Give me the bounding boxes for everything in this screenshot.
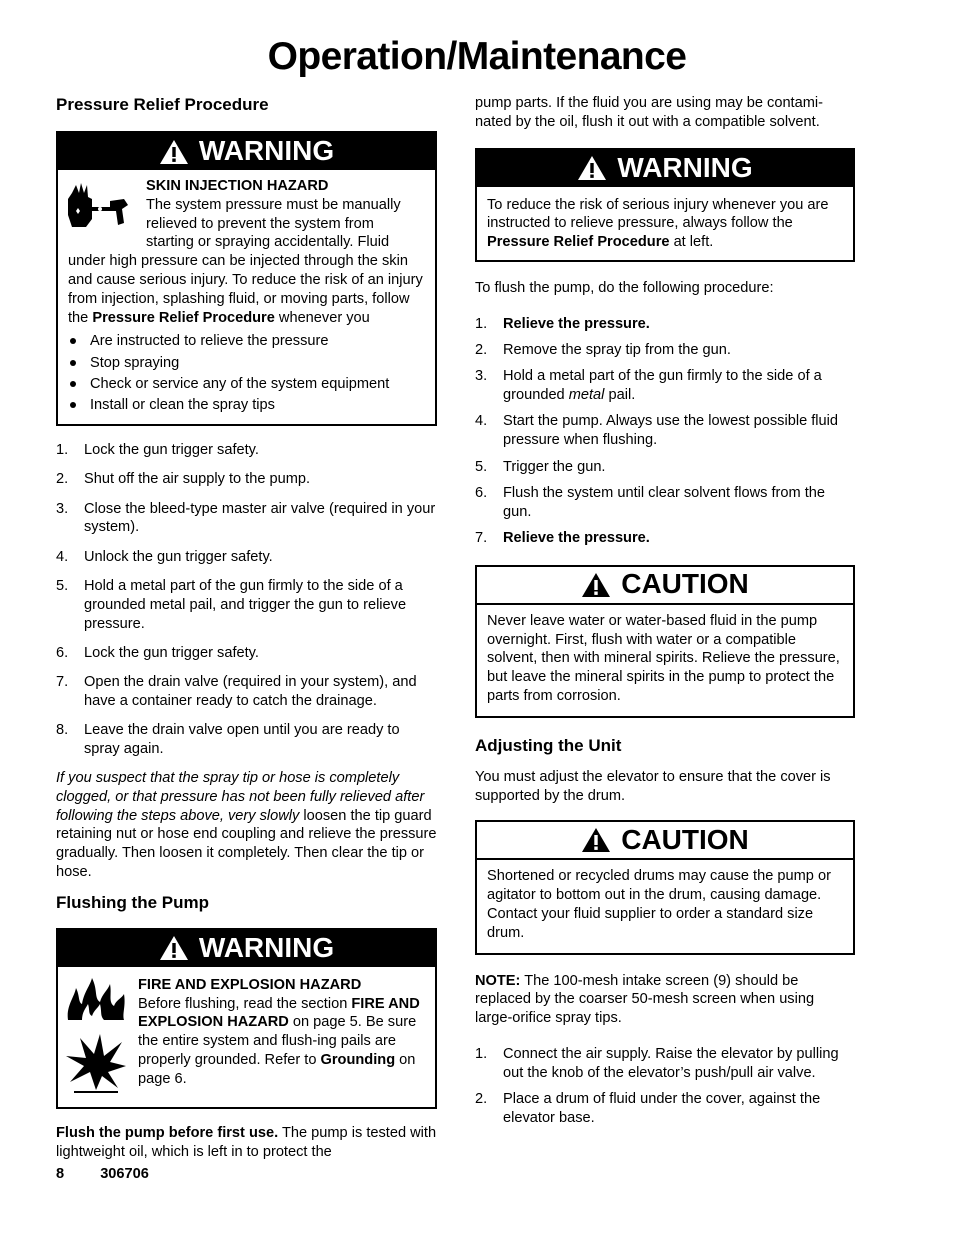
warning-box-pressure	[475, 148, 855, 262]
warning-box-skin-injection	[56, 131, 437, 426]
list-item: 6. Lock the gun trigger safety.	[56, 644, 259, 661]
bullet-item: Install or clean the spray tips	[68, 396, 425, 415]
fire-icon	[64, 976, 128, 1022]
warning-box-fire-explosion	[56, 928, 437, 1110]
flush-first-paragraph: Flush the pump before first use. The pump is tested with lightweight oil, which is left in to protect the	[56, 1125, 437, 1161]
caution-triangle-icon	[581, 827, 611, 853]
right-column	[475, 92, 855, 1128]
list-item: 2. Shut off the air supply to the pump.	[56, 471, 311, 488]
page-number: 8	[56, 1166, 65, 1182]
caution-box-water	[475, 565, 855, 718]
list-item: 4. Start the pump. Always use the lowest possible fluid pressure when flushing.	[475, 413, 839, 449]
skin-injection-hand-gun-icon	[64, 179, 132, 237]
list-item: 6. Flush the system until clear solvent flows from the gun.	[475, 484, 825, 520]
warning-header: WARNING	[477, 150, 853, 187]
continued-text: pump parts. If the fluid you are using may be contami-nated by the oil, flush it out with a compatible solvent.	[475, 95, 823, 130]
warning-triangle-icon	[159, 139, 189, 165]
caution-header: CAUTION	[477, 822, 853, 860]
fire-hazard-text: Before flushing, read the section FIRE AND EXPLOSION HAZARD on page 5. Be sure the entire system and flush-ing pails are properly grounded. Refer to Grounding on page 6.	[138, 995, 420, 1087]
list-item: 2. Place a drum of fluid under the cover, against the elevator base.	[475, 1091, 821, 1126]
metal-pail-text: Hold a metal part of the gun firmly to the side of a grounded metal pail.	[503, 368, 822, 404]
list-item: 7. Open the drain valve (required in your system), and have a container ready to catch the drainage.	[56, 674, 417, 710]
footer	[56, 1165, 149, 1184]
warning-header: WARNING	[58, 930, 435, 967]
caution-drums-text: Shortened or recycled drums may cause the pump or agitator to bottom out in the drum, causing damage. Contact your fluid supplier to order a standard size drum.	[487, 868, 831, 941]
warning-header: WARNING	[58, 133, 435, 170]
pressure-relief-heading: Pressure Relief Procedure	[56, 95, 269, 114]
explosion-icon	[64, 1032, 128, 1094]
caution-triangle-icon	[581, 572, 611, 598]
flush-intro: To flush the pump, do the following procedure:	[475, 279, 774, 296]
bullet-item: Are instructed to relieve the pressure	[68, 332, 425, 351]
list-item: 5. Hold a metal part of the gun firmly to the side of a grounded metal pail, and trigger the gun to relieve pressure.	[56, 578, 407, 632]
flushing-heading: Flushing the Pump	[56, 892, 209, 912]
page-title: Operation/Maintenance	[267, 35, 687, 78]
warning-triangle-icon	[577, 155, 607, 181]
clogged-tip-paragraph: If you suspect that the spray tip or hose is completely clogged, or that pressure has not been fully relieved after following the steps above, very slowly loosen the tip guard retaining nut or hose end coupling and relieve the pressure gradually. Then loosen it completely. Then clear the tip or hose.	[56, 769, 437, 880]
list-item: 1. Relieve the pressure.	[475, 315, 650, 332]
adjust-text: You must adjust the elevator to ensure that the cover is supported by the drum.	[475, 768, 831, 804]
caution-header: CAUTION	[477, 567, 853, 605]
warning-triangle-icon	[159, 935, 189, 961]
bullet-item: Check or service any of the system equipment	[68, 375, 425, 394]
list-item: 8. Leave the drain valve open until you are ready to spray again.	[56, 722, 400, 758]
list-item: 5. Trigger the gun.	[475, 458, 606, 475]
skin-injection-hazard-title: SKIN INJECTION HAZARD	[146, 178, 329, 194]
list-item: 7. Relieve the pressure.	[475, 529, 650, 546]
pressure-relief-steps	[56, 441, 437, 759]
list-item: 4. Unlock the gun trigger safety.	[56, 548, 273, 565]
caution-water-text: Never leave water or water-based fluid in the pump overnight. First, flush with water or a compatible solvent, then with mineral spirits. Relieve the pressure, but leave the mineral spirits in the pump to protect the parts from corrosion.	[487, 612, 840, 704]
note-paragraph: NOTE: The 100-mesh intake screen (9) should be replaced by the coarser 50-mesh screen when using large-orifice spray tips.	[475, 972, 815, 1027]
pressure-warning-text: To reduce the risk of serious injury whenever you are instructed to relieve pressure, always follow the Pressure Relief Procedure at left.	[487, 196, 829, 251]
flush-steps	[475, 315, 855, 548]
list-item: 1. Connect the air supply. Raise the elevator by pulling out the knob of the elevator’s push/pull air valve.	[475, 1045, 839, 1081]
skin-injection-text: The system pressure must be manually relieved to prevent the system from starting or spraying accidentally. Fluid under high pressure can be injected through the skin and cause serious injury. To reduce the risk of an injury from injection, splashing fluid, or moving parts, follow the Pressure Relief Procedure whenever you	[68, 196, 423, 326]
left-column	[56, 92, 437, 1162]
bullet-item: Stop spraying	[68, 354, 425, 373]
adjust-steps	[475, 1045, 855, 1128]
list-item: 3. Close the bleed-type master air valve (required in your system).	[56, 500, 436, 536]
adjusting-heading: Adjusting the Unit	[475, 735, 622, 755]
document-number: 306706	[100, 1166, 149, 1182]
list-item: 1. Lock the gun trigger safety.	[56, 442, 259, 459]
caution-box-drums	[475, 820, 855, 954]
list-item: 3. Hold a metal part of the gun firmly to the side of a grounded metal pail.	[475, 368, 822, 404]
fire-hazard-title: FIRE AND EXPLOSION HAZARD	[138, 976, 362, 993]
list-item: 2. Remove the spray tip from the gun.	[475, 342, 731, 359]
